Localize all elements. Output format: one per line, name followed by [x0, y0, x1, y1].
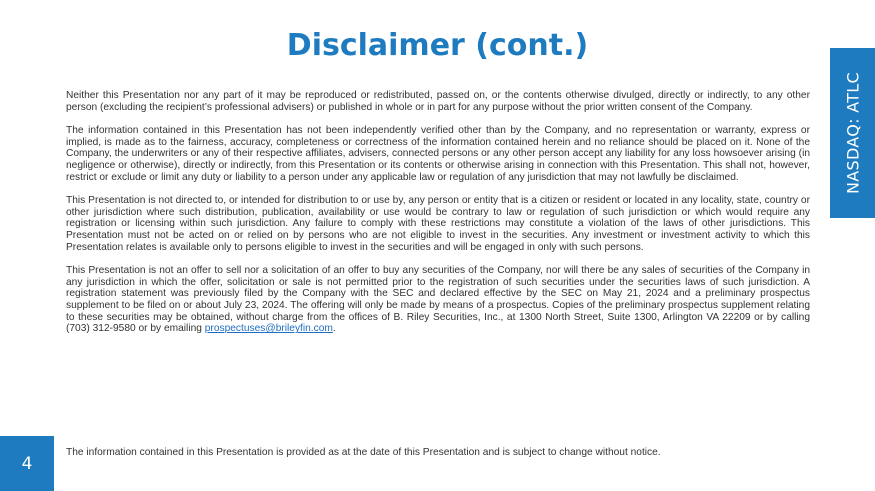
ticker-banner — [830, 48, 875, 218]
paragraph-verification: The information contained in this Presentation has not been independently verified other than by the Company, and no representation or warranty, express or implied, is made as to the fairness, accuracy, completeness or correctness of the information contained herein and no reliance should be placed on it. None of the Company, the underwriters or any of their respective affiliates, advisers, connected persons or any other person accept any liability for any loss howsoever arising (in negligence or otherwise), directly or indirectly, from this Presentation or its contents or otherwise arising in connection with this Presentation. This shall not, however, restrict or exclude or limit any duty or liability to a person under any applicable law or regulation of any jurisdiction that may not lawfully be disclaimed. — [66, 124, 810, 183]
footer-note: The information contained in this Presentation is provided as at the date of this Presentation and is subject to change without notice. — [66, 447, 661, 458]
paragraph-reproduction: Neither this Presentation nor any part of it may be reproduced or redistributed, passed on, or the contents otherwise divulged, directly or indirectly, to any other person (excluding the recipient’s professional advisers) or published in whole or in part for any purpose without the prior written consent of the Company. — [66, 90, 810, 113]
page-title: Disclaimer (cont.) — [286, 28, 589, 63]
email-link[interactable]: prospectuses@brileyfin.com — [204, 323, 333, 335]
page-number: 4 — [21, 453, 33, 474]
page-number-box — [0, 436, 54, 491]
paragraph-offer-end: . — [332, 323, 336, 335]
ticker-label: NASDAQ: ATLC — [843, 71, 862, 195]
paragraph-offer — [66, 265, 810, 335]
paragraph-offer-text: This Presentation is not an offer to sell nor a solicitation of an offer to buy any securities of the Company, nor will there be any sales of securities of the Company in any jurisdiction in which the offer, solicitation or sale is not permitted prior to the registration of such securities under the securities laws of such jurisdiction. A registration statement was previously filed by the Company with the SEC and declared effective by the SEC on May 21, 2024 and a preliminary prospectus supplement to be filed on or about July 23, 2024. The offering will only be made by means of a prospectus. Copies of the preliminary prospectus supplement relating to these securities may be obtained, without charge from the offices of B. Riley Securities, Inc., at 1300 North Street, Suite 1300, Arlington VA 22209 or by calling (703) 312-9580 or by emailing — [66, 264, 810, 335]
paragraph-distribution: This Presentation is not directed to, or intended for distribution to or use by, any person or entity that is a citizen or resident or located in any locality, state, country or other jurisdiction where such distribution, publication, availability or use would be contrary to law or regulation of such jurisdiction or which would require any registration or licensing within such jurisdiction. Any failure to comply with these restrictions may constitute a violation of the laws of other jurisdictions. This Presentation must not be acted on or relied on by persons who are not eligible to invest in the securities. Any investment or investment activity to which this Presentation relates is available only to persons eligible to invest in the securities and will be engaged in only with such persons. — [66, 194, 810, 253]
disclaimer-body — [66, 90, 810, 347]
